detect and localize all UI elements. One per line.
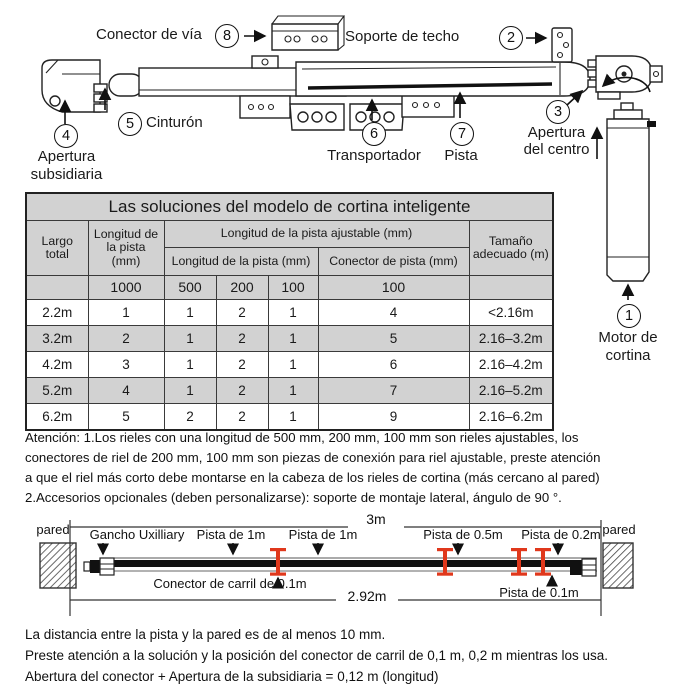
cell: 2	[216, 404, 268, 431]
cell: 1	[164, 352, 216, 378]
label-pista: Pista	[444, 147, 478, 164]
note-line: Abertura del conector + Apertura de la subsidiaria = 0,12 m (longitud)	[25, 669, 439, 684]
cell: 7	[318, 378, 469, 404]
part-number-1: 1	[617, 304, 641, 328]
cell: 1	[88, 300, 164, 326]
wall-right	[603, 543, 633, 588]
label-apertura-centro-line1: Apertura	[527, 124, 586, 141]
part-number-5: 5	[118, 112, 142, 136]
part-number-4: 4	[54, 124, 78, 148]
cell: 1	[268, 326, 318, 352]
cell: <2.16m	[469, 300, 553, 326]
table-header-row-1	[26, 221, 553, 248]
part-number-3: 3	[546, 100, 570, 124]
cell: 500	[164, 276, 216, 300]
cell: 1	[164, 326, 216, 352]
cell: 2	[216, 300, 268, 326]
header-longitud-pista-sub: Longitud de la pista (mm)	[164, 248, 318, 276]
label-pared-right: pared	[602, 522, 636, 537]
cell: 1	[164, 300, 216, 326]
cell: 100	[268, 276, 318, 300]
table-title: Las soluciones del modelo de cortina inteligente	[26, 193, 553, 221]
label-pista-02m: Pista de 0.2m	[521, 527, 601, 542]
cell: 3.2m	[26, 326, 88, 352]
cell: 2.16–6.2m	[469, 404, 553, 431]
label-motor-line1: Motor de	[598, 329, 658, 346]
header-conector-pista: Conector de pista (mm)	[318, 248, 469, 276]
cell: 9	[318, 404, 469, 431]
cell: 6.2m	[26, 404, 88, 431]
cell: 5.2m	[26, 378, 88, 404]
table-row	[26, 326, 553, 352]
part-number-6: 6	[362, 122, 386, 146]
attention-line: 2.Accesorios opcionales (deben personalizarse): soporte de montaje lateral, ángulo de 90 °.	[25, 490, 562, 505]
cell: 2	[216, 352, 268, 378]
label-motor-line2: cortina	[605, 347, 651, 364]
hook-end-cap	[84, 562, 90, 571]
part-number-7: 7	[450, 122, 474, 146]
label-conector-via: Conector de vía	[96, 26, 202, 43]
cell: 4	[88, 378, 164, 404]
cell: 3	[88, 352, 164, 378]
table-size-row	[26, 276, 553, 300]
table-row	[26, 352, 553, 378]
cell: 5	[88, 404, 164, 431]
hook-body	[100, 558, 114, 575]
dimension-3m: 3m	[348, 511, 404, 527]
belt-cap-drawing	[109, 74, 143, 96]
cell: 2.2m	[26, 300, 88, 326]
label-soporte-techo: Soporte de techo	[345, 28, 460, 45]
label-gancho: Gancho Uxilliary	[89, 527, 185, 542]
header-largo-total: Largo total	[26, 221, 88, 276]
table-row	[26, 300, 553, 326]
cell: 1	[268, 378, 318, 404]
label-pared-left: pared	[36, 522, 70, 537]
track-right-drawing	[296, 62, 590, 96]
carrier-drawing	[240, 93, 454, 130]
table-row	[26, 404, 553, 431]
curtain-motor-drawing	[607, 103, 656, 281]
track-connector-drawing	[272, 16, 344, 50]
cell: 2.16–3.2m	[469, 326, 553, 352]
label-apertura-subsidiaria-line1: Apertura	[37, 148, 96, 165]
cell: 1000	[88, 276, 164, 300]
label-pista-1m-b: Pista de 1m	[288, 527, 358, 542]
cell: 4.2m	[26, 352, 88, 378]
cell: 1	[164, 378, 216, 404]
header-ajustable: Longitud de la pista ajustable (mm)	[164, 221, 469, 248]
table-row	[26, 378, 553, 404]
cell: 2	[216, 326, 268, 352]
cell: 2	[164, 404, 216, 431]
attention-line: Atención: 1.Los rieles con una longitud de 500 mm, 200 mm, 100 mm son rieles ajustables, los	[25, 430, 579, 445]
cell: 2.16–4.2m	[469, 352, 553, 378]
part-number-2: 2	[499, 26, 523, 50]
cell: 200	[216, 276, 268, 300]
cell: 1	[268, 300, 318, 326]
cell	[469, 276, 553, 300]
ceiling-bracket-drawing	[552, 28, 572, 62]
cell: 4	[318, 300, 469, 326]
right-end-body	[582, 559, 596, 576]
note-line: Preste atención a la solución y la posición del conector de carril de 0,1 m, 0,2 m mientras los usa.	[25, 648, 609, 663]
cell: 1	[268, 404, 318, 431]
right-end-block	[570, 560, 582, 575]
attention-line: conectores de riel de 200 mm, 100 mm son piezas de conexión para riel ajustable, preste atención	[25, 450, 601, 465]
label-pista-05m: Pista de 0.5m	[423, 527, 503, 542]
cell: 1	[268, 352, 318, 378]
label-apertura-subsidiaria-line2: subsidiaria	[30, 166, 103, 183]
cell	[26, 276, 88, 300]
label-pista-01m: Pista de 0.1m	[499, 585, 579, 600]
label-conector-carril: Conector de carril de 0.1m	[153, 576, 307, 591]
label-transportador: Transportador	[327, 147, 421, 164]
solutions-table	[25, 192, 554, 431]
cell: 2.16–5.2m	[469, 378, 553, 404]
hook-block	[90, 560, 100, 573]
cell: 2	[88, 326, 164, 352]
label-pista-1m-a: Pista de 1m	[196, 527, 266, 542]
part-number-8: 8	[215, 24, 239, 48]
label-apertura-centro-line2: del centro	[523, 141, 590, 158]
attention-line: a que el riel más corto debe montarse en la cabeza de los rieles de cortina (más cercano al pared)	[25, 470, 600, 485]
cell: 2	[216, 378, 268, 404]
cell: 6	[318, 352, 469, 378]
cell: 5	[318, 326, 469, 352]
note-line: La distancia entre la pista y la pared es de al menos 10 mm.	[25, 627, 386, 642]
header-tamano: Tamaño adecuado (m)	[469, 221, 553, 276]
table-title-row	[26, 193, 553, 221]
dimension-292m: 2.92m	[337, 588, 397, 604]
cell: 100	[318, 276, 469, 300]
header-longitud-pista: Longitud de la pista (mm)	[88, 221, 164, 276]
label-cinturon: Cinturón	[146, 114, 203, 131]
subsidiary-end-cap-drawing	[42, 60, 107, 112]
